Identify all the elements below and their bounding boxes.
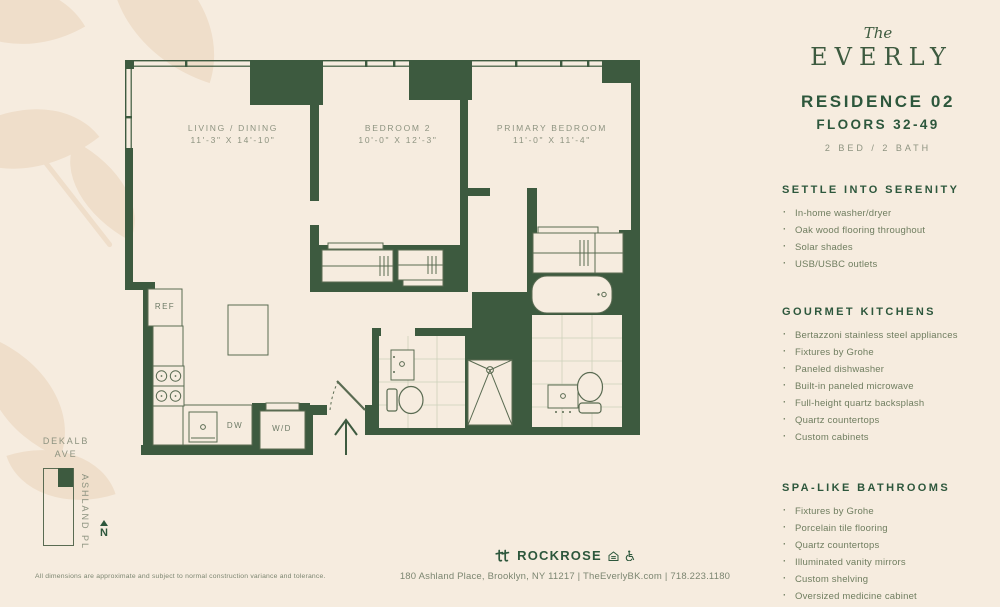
room-label-bedroom2 — [328, 123, 468, 146]
feature-item: · Built-in paneled microwave — [782, 378, 986, 395]
primary-closet — [533, 227, 623, 273]
room-name: PRIMARY BEDROOM — [496, 123, 608, 133]
label-refrigerator: REF — [154, 302, 176, 311]
residence-config: 2 BED / 2 BATH — [824, 143, 932, 153]
feature-item: · USB/USBC outlets — [782, 256, 986, 273]
residence-title: RESIDENCE 02 — [800, 92, 956, 111]
feature-item: · Oak wood flooring throughout — [782, 222, 986, 239]
feature-item: · Custom shelving — [782, 571, 986, 588]
feature-item: · Bertazzoni stainless steel appliances — [782, 327, 986, 344]
primary-bath-tile-floor — [532, 315, 622, 427]
feature-item: · Full-height quartz backsplash — [782, 395, 986, 412]
kitchen-stove — [153, 366, 184, 406]
location-map — [28, 430, 146, 560]
kitchen-sink — [189, 412, 217, 442]
label-washer-dryer: W/D — [272, 424, 292, 433]
info-panel — [770, 24, 986, 605]
section-serenity — [782, 184, 986, 273]
section-bathrooms — [782, 482, 986, 605]
section-title: GOURMET KITCHENS — [782, 306, 936, 318]
room-label-primary-bedroom — [482, 123, 622, 146]
address-line: 180 Ashland Place, Brooklyn, NY 11217 | TheEverlyBK.com | 718.223.1180 — [399, 571, 731, 582]
feature-item: · Custom cabinets — [782, 429, 986, 446]
feature-item: · Fixtures by Grohe — [782, 344, 986, 361]
bathtub — [532, 276, 612, 313]
bath2-vanity-sink — [391, 350, 414, 380]
developer-logo — [420, 548, 710, 563]
feature-list — [782, 205, 986, 273]
rockrose-mark-icon — [495, 549, 511, 563]
room-label-living-dining — [163, 123, 303, 146]
primary-toilet — [578, 373, 603, 414]
disclaimer-text: All dimensions are approximate and subject to normal construction variance and tolerance. — [35, 573, 326, 580]
feature-item: · Solar shades — [782, 239, 986, 256]
feature-item: · Quartz countertops — [782, 412, 986, 429]
accessibility-icon — [625, 550, 635, 561]
feature-item: · In-home washer/dryer — [782, 205, 986, 222]
bath2-toilet — [387, 387, 423, 414]
room-name: LIVING / DINING — [187, 123, 279, 133]
feature-item: · Illuminated vanity mirrors — [782, 554, 986, 571]
floor-plan — [125, 60, 640, 455]
feature-item: · Paneled dishwasher — [782, 361, 986, 378]
section-title: SETTLE INTO SERENITY — [782, 184, 960, 196]
residence-floors: FLOORS 32-49 — [816, 117, 940, 132]
room-dims: 10'-0" X 12'-3" — [358, 134, 438, 145]
label-dishwasher: DW — [226, 421, 244, 430]
section-kitchens — [782, 306, 986, 446]
feature-item: · Oversized medicine cabinet — [782, 588, 986, 605]
shower — [468, 360, 512, 425]
building-highlight — [58, 468, 73, 487]
feature-item: · Fixtures by Grohe — [782, 503, 986, 520]
north-compass-icon — [96, 520, 112, 539]
feature-item: · Porcelain tile flooring — [782, 520, 986, 537]
developer-name: ROCKROSE — [517, 548, 602, 563]
floor-plan-drawing — [125, 60, 640, 455]
street-label-ashland: ASHLAND PL — [80, 474, 90, 551]
window-wall-west — [125, 60, 132, 150]
structural-columns — [250, 61, 640, 105]
brand-the: The — [863, 24, 893, 42]
room-dims: 11'-0" X 11'-4" — [513, 134, 591, 145]
room-dims: 11'-3" X 14'-10" — [190, 134, 276, 145]
feature-item: · Quartz countertops — [782, 537, 986, 554]
kitchen-island — [228, 305, 268, 355]
feature-list — [782, 503, 986, 605]
section-title: SPA-LIKE BATHROOMS — [782, 482, 951, 494]
equal-housing-icon — [608, 551, 619, 561]
window-wall-north — [125, 60, 640, 69]
compass-letter: N — [100, 527, 108, 539]
brand-logo: EVERLY — [810, 43, 953, 71]
room-name: BEDROOM 2 — [364, 123, 432, 133]
feature-list — [782, 327, 986, 446]
street-label-dekalb: DEKALB AVE — [42, 436, 90, 459]
